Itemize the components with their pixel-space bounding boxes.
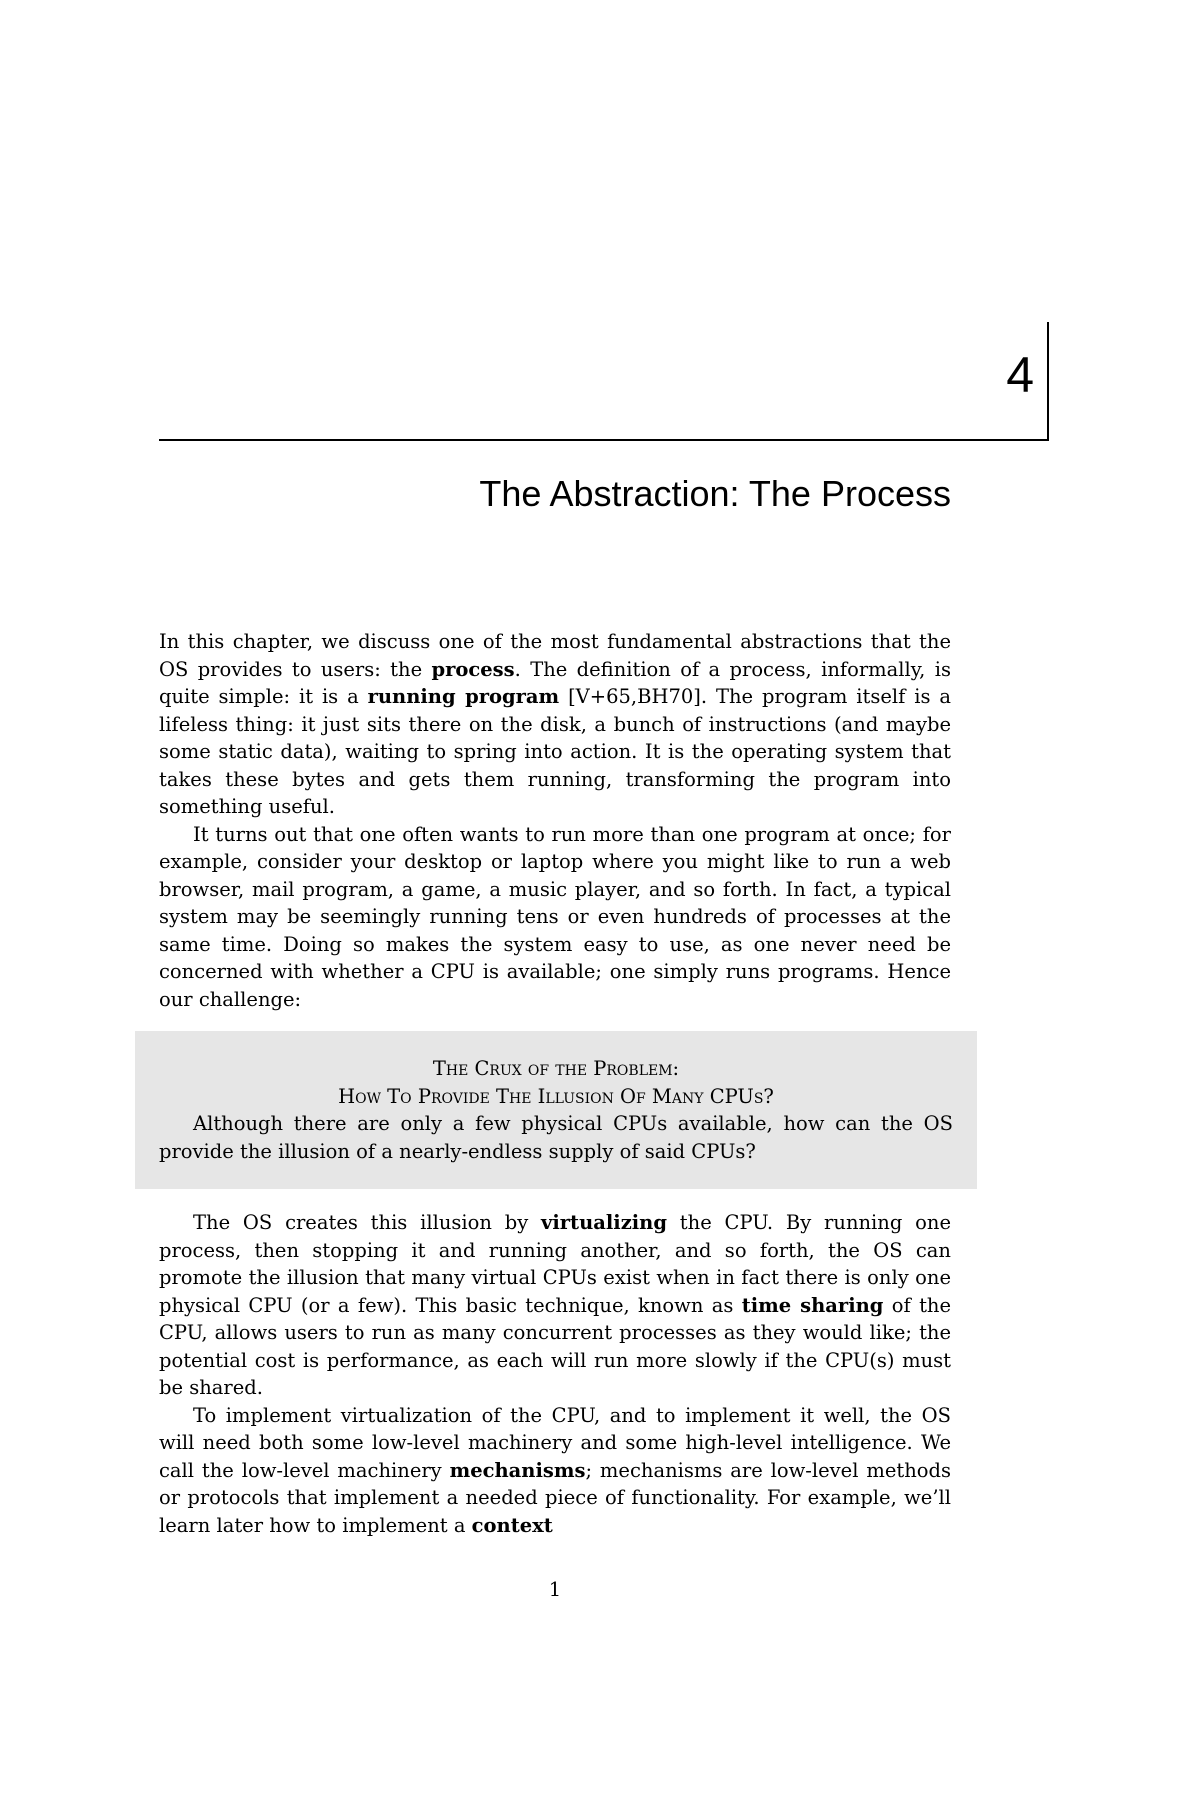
paragraph-4-text-a: To implement virtualization of the CPU, and to implement it well, the OS will need both some low-level machinery and some high-level intelligence. We call the low-level machinery [159,1403,951,1482]
paragraph-3-text-b: the CPU. By running one process, then stopping it and running another, and so forth, the OS can promote the illusion that many virtual CPUs exist when in fact there is only one physical CPU (or a few). This basic technique, known as [159,1211,951,1317]
crux-heading-line-2: How To Provide The Illusion Of Many CPUs? [338,1084,774,1108]
chapter-number: 4 [1006,347,1034,403]
paragraph-1-text-b: . The definition of a process, informally, is quite simple: it is a [159,657,951,708]
crux-text: Although there are only a few physical CPUs available, how can the OS provide the illusion of a nearly-endless supply of said CPUs? [159,1112,953,1163]
crux-heading-line-1: The Crux of the Problem: [432,1057,680,1080]
paragraph-4 [159,1402,951,1540]
chapter-rule-horizontal [159,439,1049,441]
crux-content [159,1055,953,1165]
paragraph-3-text-a: The OS creates this illusion by [193,1211,542,1234]
term-virtualizing: virtualizing [541,1211,667,1234]
term-running-program: running program [367,685,560,708]
paragraph-1-text-c: [V+65,BH70]. The program itself is a lifeless thing: it just sits there on the disk, a bunch of instructions (and maybe some static data), waiting to spring into action. It is the operating system that takes these bytes and gets them running, transforming the program into something useful. [159,685,952,818]
paragraph-2-text: It turns out that one often wants to run more than one program at once; for example, consider your desktop or laptop where you might like to run a web browser, mail program, a game, a music player, and so forth. In fact, a typical system may be seemingly running tens or even hundreds of processes at the same time. Doing so makes the system easy to use, as one never need be concerned with whether a CPU is available; one simply runs programs. Hence our challenge: [159,822,951,1011]
paragraph-3 [159,1209,951,1402]
crux-box [135,1031,977,1189]
chapter-title: The Abstraction: The Process [479,473,951,514]
paragraph-2 [159,821,951,1014]
chapter-rule-vertical [1047,322,1049,441]
term-context: context [471,1513,553,1537]
page-number: 1 [548,1578,562,1601]
paragraph-3-text-c: of the CPU, allows users to run as many concurrent processes as they would like; the potential cost is performance, as each will run more slowly if the CPU(s) must be shared. [159,1293,952,1399]
intro-section [159,628,951,1013]
term-process: process [431,657,515,681]
paragraph-4-text-b: ; mechanisms are low-level methods or protocols that implement a needed piece of functionality. For example, we’ll learn later how to implement a [159,1458,951,1537]
term-time-sharing: time sharing [741,1293,884,1317]
virtualization-section [159,1209,951,1539]
term-mechanisms: mechanisms [449,1458,586,1482]
paragraph-1-text-a: In this chapter, we discuss one of the most fundamental abstractions that the OS provides to users: the [159,630,951,681]
paragraph-1 [159,628,951,821]
